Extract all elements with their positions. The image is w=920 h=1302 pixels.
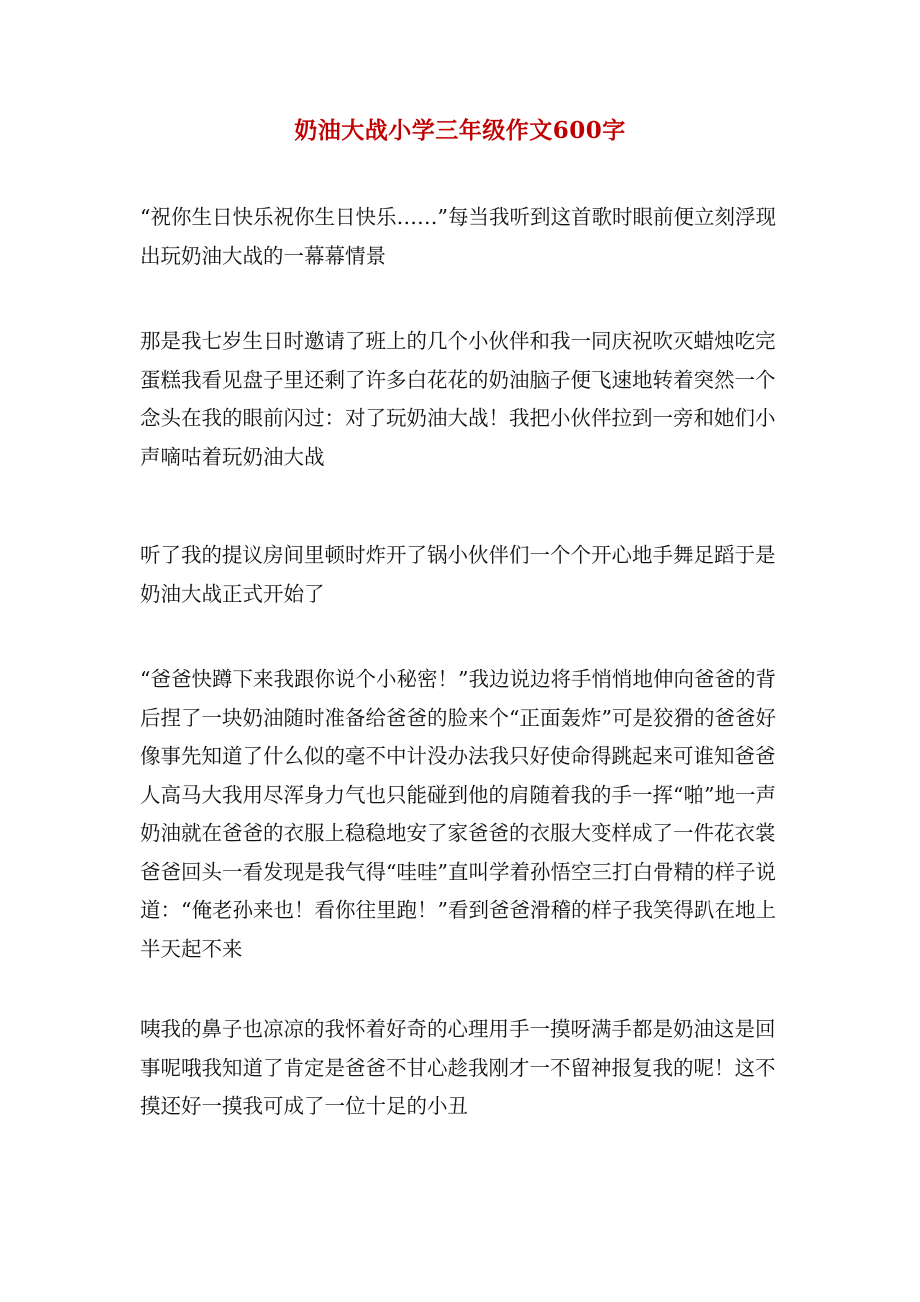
paragraph-2: 那是我七岁生日时邀请了班上的几个小伙伴和我一同庆祝吹灭蜡烛吃完蛋糕我看见盘子里还剩了许多白花花的奶油脑子便飞速地转着突然一个念头在我的眼前闪过：对了玩奶油大战！我把小伙伴拉到一旁和她们小声嘀咕着玩奶油大战 [140,329,776,469]
paragraph-1: “祝你生日快乐祝你生日快乐……”每当我听到这首歌时眼前便立刻浮现出玩奶油大战的一幕幕情景 [140,205,776,268]
document-title: 奶油大战小学三年级作文600字 [294,117,626,144]
paragraph-4: “爸爸快蹲下来我跟你说个小秘密！”我边说边将手悄悄地伸向爸爸的背后捏了一块奶油随时准备给爸爸的脸来个“正面轰炸”可是狡猾的爸爸好像事先知道了什么似的毫不中计没办法我只好使命得跳起来可谁知爸爸人高马大我用尽浑身力气也只能碰到他的肩随着我的手一挥“啪”地一声奶油就在爸爸的衣服上稳稳地安了家爸爸的衣服大变样成了一件花衣裳爸爸回头一看发现是我气得“哇哇”直叫学着孙悟空三打白骨精的样子说道：“俺老孙来也！看你往里跑！”看到爸爸滑稽的样子我笑得趴在地上半天起不来 [140,667,776,961]
paragraph-5: 咦我的鼻子也凉凉的我怀着好奇的心理用手一摸呀满手都是奶油这是回事呢哦我知道了肯定是爸爸不甘心趁我刚才一不留神报复我的呢！这不摸还好一摸我可成了一位十足的小丑 [140,1017,776,1118]
paragraph-3: 听了我的提议房间里顿时炸开了锅小伙伴们一个个开心地手舞足蹈于是奶油大战正式开始了 [140,543,776,606]
